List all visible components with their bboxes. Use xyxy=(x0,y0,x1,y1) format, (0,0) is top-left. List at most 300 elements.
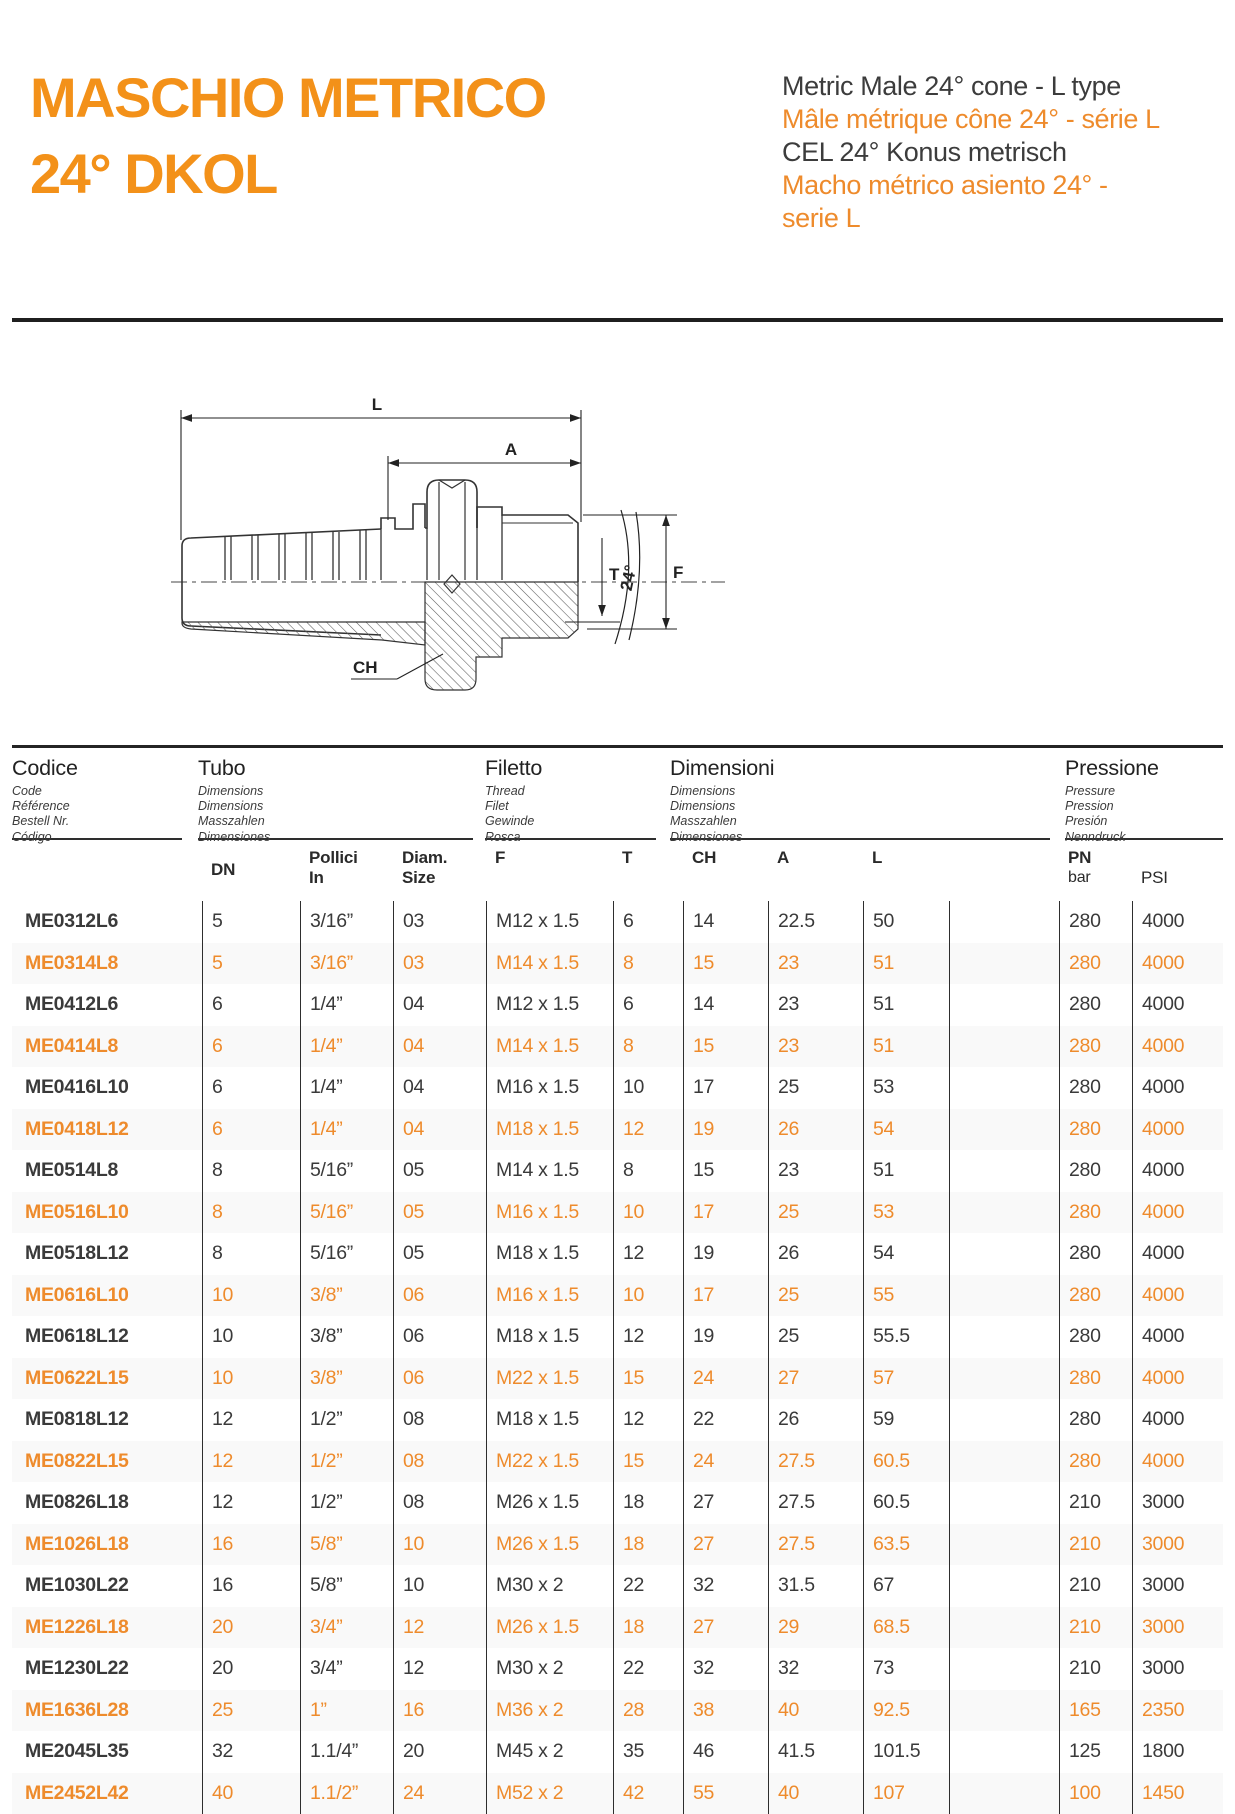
cell-ch: 14 xyxy=(683,984,768,1026)
fitting-drawing-svg xyxy=(125,332,785,717)
cell-a: 23 xyxy=(768,943,863,985)
cell-note xyxy=(949,1441,1059,1483)
group-translation: Dimensiones xyxy=(670,829,743,844)
cell-t: 12 xyxy=(613,1109,683,1151)
column-header-l xyxy=(863,848,958,868)
header-subtitle-line: serie L xyxy=(782,203,861,233)
cell-psi: 3000 xyxy=(1132,1524,1223,1566)
cell-note xyxy=(949,1524,1059,1566)
cell-dn: 8 xyxy=(202,1192,300,1234)
cell-size: 06 xyxy=(393,1275,486,1317)
cell-t: 6 xyxy=(613,984,683,1026)
cell-l: 51 xyxy=(863,943,949,985)
cell-ch: 17 xyxy=(683,1275,768,1317)
cell-size: 04 xyxy=(393,1109,486,1151)
cell-psi: 4000 xyxy=(1132,1109,1223,1151)
cell-note xyxy=(949,943,1059,985)
cell-f: M16 x 1.5 xyxy=(486,1192,613,1234)
cell-l: 55 xyxy=(863,1275,949,1317)
cell-code: ME0622L15 xyxy=(25,1366,129,1389)
cell-dn: 12 xyxy=(202,1482,300,1524)
cell-a: 40 xyxy=(768,1773,863,1814)
cell-psi: 4000 xyxy=(1132,1358,1223,1400)
cell-inch: 3/4” xyxy=(300,1648,393,1690)
column-header-line: CH xyxy=(692,848,717,867)
table-row xyxy=(12,1773,1223,1814)
cell-l: 107 xyxy=(863,1773,949,1814)
cell-t: 10 xyxy=(613,1275,683,1317)
column-header-pn xyxy=(1059,848,1141,888)
cell-pn: 280 xyxy=(1059,1399,1132,1441)
cell-dn: 16 xyxy=(202,1565,300,1607)
table-group-header xyxy=(12,756,1223,844)
group-translation: Masszahlen xyxy=(670,814,737,829)
cell-t: 42 xyxy=(613,1773,683,1814)
cell-l: 55.5 xyxy=(863,1316,949,1358)
cell-ch: 15 xyxy=(683,943,768,985)
dim-label-l: L xyxy=(371,395,383,414)
fitting-technical-drawing xyxy=(125,332,785,722)
cell-inch: 5/16” xyxy=(300,1150,393,1192)
cell-size: 10 xyxy=(393,1565,486,1607)
cell-a: 27 xyxy=(768,1358,863,1400)
page-title xyxy=(30,60,546,212)
group-translation: Gewinde xyxy=(485,814,535,829)
column-header-ch xyxy=(683,848,777,868)
cell-t: 22 xyxy=(613,1648,683,1690)
cell-t: 8 xyxy=(613,1150,683,1192)
cell-code: ME1026L18 xyxy=(25,1532,129,1555)
cell-a: 25 xyxy=(768,1192,863,1234)
group-translation: Pression xyxy=(1065,799,1114,814)
cell-t: 6 xyxy=(613,901,683,943)
table-row xyxy=(12,1316,1223,1358)
cell-size: 04 xyxy=(393,984,486,1026)
dim-label-angle: 24° xyxy=(616,563,641,593)
header-subtitle-line: Mâle métrique cône 24° - série L xyxy=(782,104,1160,134)
cell-l: 60.5 xyxy=(863,1482,949,1524)
table-row xyxy=(12,1109,1223,1151)
cell-f: M12 x 1.5 xyxy=(486,984,613,1026)
cell-size: 10 xyxy=(393,1524,486,1566)
cell-f: M18 x 1.5 xyxy=(486,1316,613,1358)
cell-inch: 1/2” xyxy=(300,1441,393,1483)
cell-pn: 280 xyxy=(1059,1275,1132,1317)
cell-psi: 1800 xyxy=(1132,1731,1223,1773)
cell-pn: 280 xyxy=(1059,1441,1132,1483)
cell-note xyxy=(949,984,1059,1026)
cell-code: ME0416L10 xyxy=(25,1076,129,1098)
cell-l: 53 xyxy=(863,1067,949,1109)
cell-dn: 10 xyxy=(202,1316,300,1358)
cell-dn: 12 xyxy=(202,1441,300,1483)
cell-dn: 8 xyxy=(202,1150,300,1192)
cell-f: M30 x 2 xyxy=(486,1648,613,1690)
cell-code: ME0516L10 xyxy=(25,1200,129,1223)
cell-code: ME0826L18 xyxy=(25,1491,129,1513)
cell-a: 41.5 xyxy=(768,1731,863,1773)
group-translation: Código xyxy=(12,829,52,844)
cell-l: 51 xyxy=(863,1150,949,1192)
column-header-dn xyxy=(202,848,309,880)
cell-t: 8 xyxy=(613,943,683,985)
cell-ch: 15 xyxy=(683,1026,768,1068)
table-subheader xyxy=(12,848,1223,901)
cell-inch: 1/4” xyxy=(300,984,393,1026)
cell-ch: 38 xyxy=(683,1690,768,1732)
cell-size: 20 xyxy=(393,1731,486,1773)
cell-a: 26 xyxy=(768,1399,863,1441)
cell-note xyxy=(949,901,1059,943)
cell-a: 23 xyxy=(768,1026,863,1068)
column-group-codice xyxy=(12,756,182,844)
cell-size: 08 xyxy=(393,1482,486,1524)
group-title: Dimensioni xyxy=(670,756,775,780)
cell-f: M18 x 1.5 xyxy=(486,1233,613,1275)
cell-size: 04 xyxy=(393,1026,486,1068)
cell-t: 35 xyxy=(613,1731,683,1773)
cell-inch: 3/8” xyxy=(300,1275,393,1317)
cell-l: 51 xyxy=(863,1026,949,1068)
cell-code: ME0418L12 xyxy=(25,1117,129,1140)
group-translation: Thread xyxy=(485,784,525,798)
group-translation: Rosca xyxy=(485,829,521,844)
cell-pn: 100 xyxy=(1059,1773,1132,1814)
cell-pn: 210 xyxy=(1059,1524,1132,1566)
cell-note xyxy=(949,1690,1059,1732)
dim-label-ch: CH xyxy=(353,658,378,677)
cell-inch: 1/4” xyxy=(300,1109,393,1151)
cell-dn: 12 xyxy=(202,1399,300,1441)
cell-f: M22 x 1.5 xyxy=(486,1358,613,1400)
cell-code: ME1030L22 xyxy=(25,1574,129,1596)
cell-l: 73 xyxy=(863,1648,949,1690)
table-row xyxy=(12,901,1223,943)
cell-f: M26 x 1.5 xyxy=(486,1524,613,1566)
table-row xyxy=(12,1026,1223,1068)
cell-size: 12 xyxy=(393,1607,486,1649)
cell-pn: 280 xyxy=(1059,1233,1132,1275)
table-row xyxy=(12,984,1223,1026)
cell-f: M16 x 1.5 xyxy=(486,1067,613,1109)
group-translation: Référence xyxy=(12,799,70,814)
cell-note xyxy=(949,1109,1059,1151)
cell-ch: 19 xyxy=(683,1316,768,1358)
cell-ch: 27 xyxy=(683,1607,768,1649)
cell-note xyxy=(949,1648,1059,1690)
cell-psi: 3000 xyxy=(1132,1565,1223,1607)
column-header-line: Diam. xyxy=(402,848,448,867)
cell-code: ME1226L18 xyxy=(25,1615,129,1638)
column-header-a xyxy=(768,848,872,868)
cell-f: M26 x 1.5 xyxy=(486,1607,613,1649)
cell-f: M36 x 2 xyxy=(486,1690,613,1732)
cell-size: 08 xyxy=(393,1399,486,1441)
cell-l: 101.5 xyxy=(863,1731,949,1773)
column-header-line: PSI xyxy=(1141,868,1168,887)
cell-t: 15 xyxy=(613,1441,683,1483)
page-title-line2: 24° DKOL xyxy=(30,142,277,205)
cell-inch: 3/16” xyxy=(300,943,393,985)
cell-dn: 20 xyxy=(202,1607,300,1649)
dim-label-t: T xyxy=(609,565,620,584)
cell-pn: 280 xyxy=(1059,1358,1132,1400)
cell-l: 68.5 xyxy=(863,1607,949,1649)
header-subtitle-line: CEL 24° Konus metrisch xyxy=(782,137,1067,167)
cell-size: 04 xyxy=(393,1067,486,1109)
cell-note xyxy=(949,1607,1059,1649)
table-row xyxy=(12,1233,1223,1275)
cell-t: 8 xyxy=(613,1026,683,1068)
cell-ch: 22 xyxy=(683,1399,768,1441)
group-translation: Code xyxy=(12,784,42,798)
header-divider xyxy=(12,318,1223,322)
cell-note xyxy=(949,1316,1059,1358)
cell-f: M22 x 1.5 xyxy=(486,1441,613,1483)
cell-size: 12 xyxy=(393,1648,486,1690)
cell-a: 29 xyxy=(768,1607,863,1649)
cell-ch: 27 xyxy=(683,1482,768,1524)
cell-pn: 280 xyxy=(1059,984,1132,1026)
cell-l: 60.5 xyxy=(863,1441,949,1483)
cell-inch: 1.1/2” xyxy=(300,1773,393,1814)
cell-pn: 210 xyxy=(1059,1565,1132,1607)
cell-a: 27.5 xyxy=(768,1482,863,1524)
cell-t: 12 xyxy=(613,1233,683,1275)
cell-f: M14 x 1.5 xyxy=(486,943,613,985)
column-header-line: DN xyxy=(211,860,236,879)
cell-t: 12 xyxy=(613,1316,683,1358)
cell-size: 16 xyxy=(393,1690,486,1732)
cell-pn: 280 xyxy=(1059,1192,1132,1234)
group-translation: Dimensions xyxy=(670,784,736,798)
table-row xyxy=(12,1607,1223,1649)
cell-l: 92.5 xyxy=(863,1690,949,1732)
cell-note xyxy=(949,1731,1059,1773)
cell-code: ME0414L8 xyxy=(25,1034,118,1057)
group-translation: Masszahlen xyxy=(198,814,265,829)
cell-code: ME1230L22 xyxy=(25,1657,129,1679)
cell-size: 08 xyxy=(393,1441,486,1483)
cell-t: 28 xyxy=(613,1690,683,1732)
cell-pn: 280 xyxy=(1059,1067,1132,1109)
cell-dn: 6 xyxy=(202,1067,300,1109)
cell-t: 22 xyxy=(613,1565,683,1607)
header-subtitles xyxy=(782,70,1160,235)
cell-note xyxy=(949,1482,1059,1524)
table-row xyxy=(12,1441,1223,1483)
table-row xyxy=(12,1565,1223,1607)
cell-ch: 46 xyxy=(683,1731,768,1773)
cell-dn: 6 xyxy=(202,1109,300,1151)
cell-psi: 4000 xyxy=(1132,1316,1223,1358)
cell-inch: 1/4” xyxy=(300,1067,393,1109)
group-title: Filetto xyxy=(485,756,543,780)
column-header-line: Pollici xyxy=(309,848,358,867)
cell-ch: 19 xyxy=(683,1233,768,1275)
cell-psi: 4000 xyxy=(1132,901,1223,943)
group-translation: Dimensions xyxy=(198,799,264,814)
cell-note xyxy=(949,1358,1059,1400)
cell-t: 18 xyxy=(613,1607,683,1649)
table-row xyxy=(12,1731,1223,1773)
cell-pn: 165 xyxy=(1059,1690,1132,1732)
cell-inch: 5/16” xyxy=(300,1233,393,1275)
cell-inch: 1/2” xyxy=(300,1482,393,1524)
table-row xyxy=(12,1648,1223,1690)
cell-a: 40 xyxy=(768,1690,863,1732)
column-header-size xyxy=(393,848,495,888)
cell-a: 25 xyxy=(768,1067,863,1109)
cell-inch: 3/8” xyxy=(300,1358,393,1400)
cell-f: M14 x 1.5 xyxy=(486,1150,613,1192)
cell-size: 24 xyxy=(393,1773,486,1814)
header-subtitle-line: Macho métrico asiento 24° - xyxy=(782,170,1108,200)
table-row xyxy=(12,1150,1223,1192)
cell-ch: 32 xyxy=(683,1565,768,1607)
cell-f: M16 x 1.5 xyxy=(486,1275,613,1317)
cell-pn: 280 xyxy=(1059,1026,1132,1068)
cell-code: ME0514L8 xyxy=(25,1159,118,1181)
cell-note xyxy=(949,1275,1059,1317)
cell-note xyxy=(949,1399,1059,1441)
cell-code: ME0314L8 xyxy=(25,951,118,974)
cell-note xyxy=(949,1192,1059,1234)
cell-f: M52 x 2 xyxy=(486,1773,613,1814)
cell-dn: 10 xyxy=(202,1275,300,1317)
column-header-inch xyxy=(300,848,402,888)
column-header-line: Size xyxy=(402,868,436,887)
cell-code: ME0312L6 xyxy=(25,910,118,932)
cell-f: M26 x 1.5 xyxy=(486,1482,613,1524)
group-translation: Filet xyxy=(485,799,509,814)
cell-ch: 27 xyxy=(683,1524,768,1566)
cell-a: 25 xyxy=(768,1316,863,1358)
cell-psi: 4000 xyxy=(1132,1150,1223,1192)
cell-pn: 280 xyxy=(1059,943,1132,985)
cell-ch: 24 xyxy=(683,1441,768,1483)
table-row xyxy=(12,1192,1223,1234)
cell-psi: 3000 xyxy=(1132,1482,1223,1524)
cell-pn: 280 xyxy=(1059,901,1132,943)
cell-f: M18 x 1.5 xyxy=(486,1399,613,1441)
cell-ch: 14 xyxy=(683,901,768,943)
cell-code: ME0518L12 xyxy=(25,1242,129,1264)
cell-psi: 2350 xyxy=(1132,1690,1223,1732)
cell-inch: 1” xyxy=(300,1690,393,1732)
cell-a: 23 xyxy=(768,984,863,1026)
cell-t: 15 xyxy=(613,1358,683,1400)
cell-inch: 5/8” xyxy=(300,1524,393,1566)
cell-l: 51 xyxy=(863,984,949,1026)
cell-psi: 3000 xyxy=(1132,1648,1223,1690)
cell-note xyxy=(949,1150,1059,1192)
cell-ch: 17 xyxy=(683,1192,768,1234)
cell-code: ME0618L12 xyxy=(25,1325,129,1347)
group-translation: Presión xyxy=(1065,814,1108,829)
cell-dn: 10 xyxy=(202,1358,300,1400)
cell-a: 32 xyxy=(768,1648,863,1690)
cell-size: 06 xyxy=(393,1316,486,1358)
column-header-line: L xyxy=(872,848,883,867)
cell-size: 06 xyxy=(393,1358,486,1400)
group-title: Codice xyxy=(12,756,78,780)
cell-psi: 4000 xyxy=(1132,1275,1223,1317)
cell-inch: 3/16” xyxy=(300,901,393,943)
table-row xyxy=(12,943,1223,985)
group-translation: Dimensions xyxy=(198,784,264,798)
cell-a: 22.5 xyxy=(768,901,863,943)
cell-ch: 24 xyxy=(683,1358,768,1400)
cell-l: 54 xyxy=(863,1109,949,1151)
cell-psi: 4000 xyxy=(1132,1233,1223,1275)
cell-t: 18 xyxy=(613,1482,683,1524)
column-header-t xyxy=(613,848,692,868)
table-row xyxy=(12,1399,1223,1441)
cell-pn: 280 xyxy=(1059,1316,1132,1358)
group-translation: Pressure xyxy=(1065,784,1116,798)
cell-a: 31.5 xyxy=(768,1565,863,1607)
group-translation: Nenndruck xyxy=(1065,829,1126,844)
cell-dn: 20 xyxy=(202,1648,300,1690)
cell-inch: 1/4” xyxy=(300,1026,393,1068)
cell-ch: 32 xyxy=(683,1648,768,1690)
cell-code: ME0412L6 xyxy=(25,993,118,1015)
cell-dn: 16 xyxy=(202,1524,300,1566)
cell-pn: 125 xyxy=(1059,1731,1132,1773)
cell-t: 12 xyxy=(613,1399,683,1441)
column-header-line: bar xyxy=(1068,869,1091,886)
cell-f: M14 x 1.5 xyxy=(486,1026,613,1068)
group-title: Tubo xyxy=(198,756,246,780)
cell-pn: 210 xyxy=(1059,1648,1132,1690)
cell-ch: 55 xyxy=(683,1773,768,1814)
cell-inch: 1/2” xyxy=(300,1399,393,1441)
cell-psi: 3000 xyxy=(1132,1607,1223,1649)
cell-l: 53 xyxy=(863,1192,949,1234)
dim-label-f: F xyxy=(673,563,684,582)
cell-psi: 4000 xyxy=(1132,1067,1223,1109)
cell-dn: 25 xyxy=(202,1690,300,1732)
cell-note xyxy=(949,1233,1059,1275)
cell-dn: 5 xyxy=(202,943,300,985)
cell-psi: 4000 xyxy=(1132,1192,1223,1234)
cell-t: 10 xyxy=(613,1192,683,1234)
cell-psi: 4000 xyxy=(1132,943,1223,985)
cell-code: ME0822L15 xyxy=(25,1449,129,1472)
cell-psi: 4000 xyxy=(1132,1026,1223,1068)
cell-code: ME0818L12 xyxy=(25,1408,129,1430)
page-title-line1: MASCHIO METRICO xyxy=(30,66,546,129)
cell-f: M30 x 2 xyxy=(486,1565,613,1607)
cell-ch: 19 xyxy=(683,1109,768,1151)
cell-l: 67 xyxy=(863,1565,949,1607)
group-title: Pressione xyxy=(1065,756,1159,780)
table-top-rule xyxy=(12,745,1223,748)
cell-l: 59 xyxy=(863,1399,949,1441)
cell-a: 26 xyxy=(768,1109,863,1151)
column-group-pressione xyxy=(1065,756,1223,844)
cell-dn: 40 xyxy=(202,1773,300,1814)
cell-f: M18 x 1.5 xyxy=(486,1109,613,1151)
cell-l: 57 xyxy=(863,1358,949,1400)
cell-size: 03 xyxy=(393,943,486,985)
cell-t: 10 xyxy=(613,1067,683,1109)
column-header-psi xyxy=(1132,848,1232,888)
group-translation: Dimensiones xyxy=(198,829,271,844)
cell-a: 27.5 xyxy=(768,1524,863,1566)
cell-note xyxy=(949,1067,1059,1109)
